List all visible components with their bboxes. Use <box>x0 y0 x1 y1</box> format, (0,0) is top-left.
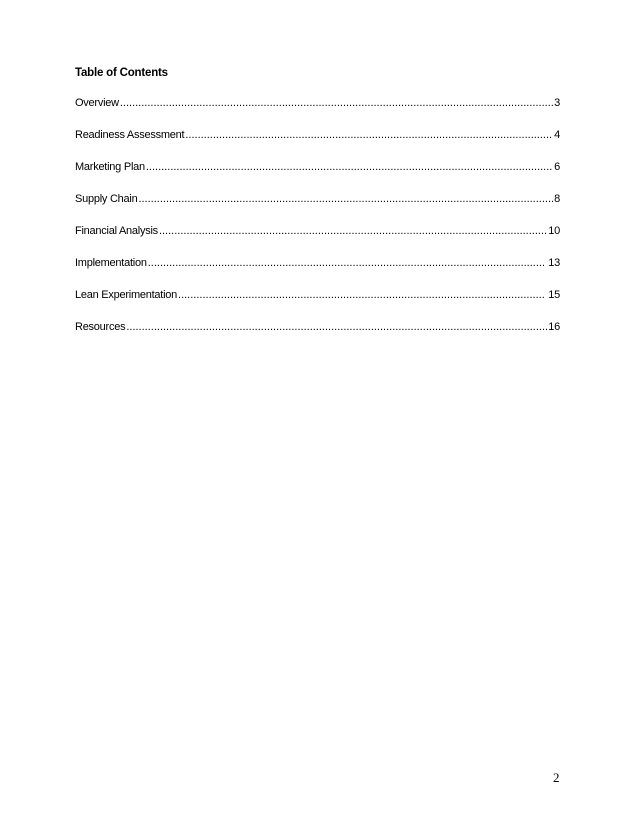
toc-entry-page: 4 <box>554 129 560 141</box>
toc-entry-overview <box>75 95 560 127</box>
toc-entry-label: Marketing Plan <box>75 161 145 173</box>
toc-entry-page: 10 <box>548 225 560 237</box>
toc-leader-dots <box>138 191 553 207</box>
toc-entry-page: 16 <box>548 321 560 333</box>
toc-entry-resources <box>75 319 560 351</box>
toc-leader-dots <box>120 95 553 111</box>
toc-entry-supply-chain <box>75 191 560 223</box>
toc-entry-label: Resources <box>75 321 126 333</box>
toc-list <box>75 95 560 351</box>
toc-entry-label: Readiness Assessment <box>75 129 185 141</box>
toc-entry-label: Supply Chain <box>75 193 138 205</box>
toc-leader-dots <box>146 159 553 175</box>
toc-entry-label: Financial Analysis <box>75 225 158 237</box>
toc-entry-financial-analysis <box>75 223 560 255</box>
toc-entry-page: 8 <box>554 193 560 205</box>
toc-leader-dots <box>126 319 547 335</box>
toc-leader-dots <box>159 223 547 239</box>
toc-title: Table of Contents <box>75 67 168 79</box>
toc-leader-dots <box>148 255 545 271</box>
toc-entry-lean-experimentation <box>75 287 560 319</box>
toc-entry-marketing-plan <box>75 159 560 191</box>
toc-entry-page: 6 <box>554 161 560 173</box>
toc-leader-dots <box>178 287 544 303</box>
toc-entry-page: 3 <box>554 97 560 109</box>
toc-entry-label: Overview <box>75 97 119 109</box>
toc-leader-dots <box>185 127 553 143</box>
toc-entry-readiness-assessment <box>75 127 560 159</box>
toc-entry-page: 13 <box>548 257 560 269</box>
toc-entry-label: Lean Experimentation <box>75 289 178 301</box>
page-number: 2 <box>553 770 560 785</box>
toc-entry-implementation <box>75 255 560 287</box>
toc-entry-page: 15 <box>548 289 560 301</box>
toc-entry-label: Implementation <box>75 257 147 269</box>
